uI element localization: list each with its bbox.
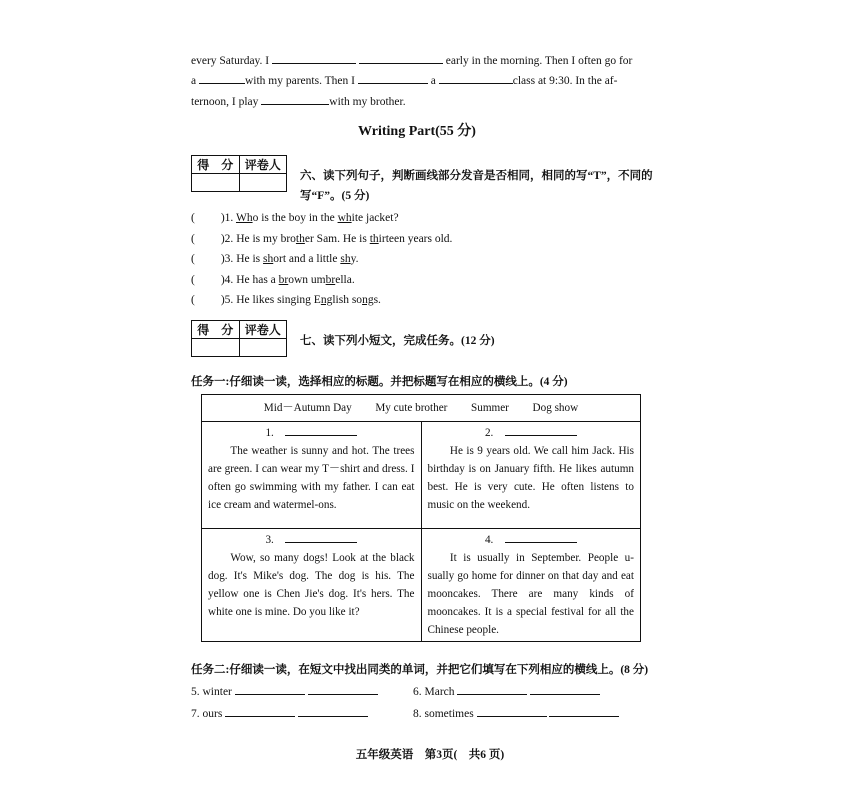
section6-items xyxy=(191,208,452,311)
page-footer: 五年级英语 第3页( 共6 页) xyxy=(355,749,505,761)
answer-blank[interactable] xyxy=(225,705,295,717)
answer-blank[interactable] xyxy=(261,93,329,105)
answer-blank[interactable] xyxy=(199,72,245,84)
title-blank[interactable] xyxy=(505,424,577,436)
section7-instruction: 七、读下列小短文，完成任务。(12 分) xyxy=(300,335,495,347)
answer-bracket[interactable]: ( xyxy=(191,253,195,265)
task1-title: 任务一:仔细读一读，选择相应的标题。并把标题写在相应的横线上。(4 分) xyxy=(191,376,568,388)
passage-cell: 1. The weather is sunny and hot. The trees are green. I can wear my T－shirt and dress. I often go swimming with my father. I can eat ice cream and watermel-ons. xyxy=(202,422,422,529)
task2-item: 6. March xyxy=(413,683,600,700)
grader-label: 评卷人 xyxy=(239,321,287,339)
answer-blank[interactable] xyxy=(530,683,600,695)
title-option: Mid－Autumn Day xyxy=(263,402,352,414)
grader-label: 评卷人 xyxy=(239,156,287,174)
answer-bracket[interactable]: ( xyxy=(191,232,195,245)
grader-cell[interactable] xyxy=(239,339,287,357)
title-blank[interactable] xyxy=(285,424,357,436)
score-label: 得 分 xyxy=(192,321,240,339)
answer-blank[interactable] xyxy=(272,52,356,64)
answer-blank[interactable] xyxy=(477,705,547,717)
score-label: 得 分 xyxy=(192,156,240,174)
list-item: ( )3. He is short and a little shy. xyxy=(191,253,359,265)
answer-blank[interactable] xyxy=(298,705,368,717)
answer-blank[interactable] xyxy=(235,683,305,695)
answer-blank[interactable] xyxy=(359,52,443,64)
score-box-7 xyxy=(191,320,287,357)
passage-cell: 3. Wow, so many dogs! Look at the black dog. It's Mike's dog. The dog is his. The yellow one is Chen Jie's dog. It's hers. The white one is mine. Do you like it? xyxy=(202,529,422,642)
list-item: ( )4. He has a brown umbrella. xyxy=(191,273,355,286)
score-cell[interactable] xyxy=(192,174,240,192)
grader-cell[interactable] xyxy=(239,174,287,192)
answer-blank[interactable] xyxy=(439,72,513,84)
title-option: Dog show xyxy=(532,402,579,414)
section6-instruction: 六、读下列句子，判断画线部分发音是否相同，相同的写“T”，不同的 写“F”。(5 分) xyxy=(300,170,653,202)
title-option: My cute brother xyxy=(375,402,448,414)
score-cell[interactable] xyxy=(192,339,240,357)
answer-blank[interactable] xyxy=(549,705,619,717)
task2-title: 任务二:仔细读一读，在短文中找出同类的单词，并把它们填写在下列相应的横线上。(8 分) xyxy=(191,664,649,676)
titles-row xyxy=(202,395,641,422)
answer-blank[interactable] xyxy=(358,72,428,84)
title-blank[interactable] xyxy=(285,531,357,543)
score-box-6 xyxy=(191,155,287,192)
list-item: ( )2. He is my brother Sam. He is thirteen years old. xyxy=(191,232,453,245)
answer-bracket[interactable]: ( xyxy=(191,294,195,306)
fill-line-3: ternoon, I play with my brother. xyxy=(191,93,406,110)
passages-table xyxy=(201,394,641,642)
answer-bracket[interactable]: ( xyxy=(191,212,195,224)
fill-line-2: a with my parents. Then I a class at 9:30. In the af- xyxy=(191,72,617,89)
answer-blank[interactable] xyxy=(308,683,378,695)
passage-cell: 2. He is 9 years old. We call him Jack. His birthday is on January fifth. He likes autumn best. He is very cute. He often listens to music on the weekend. xyxy=(421,422,641,529)
title-blank[interactable] xyxy=(505,531,577,543)
task2-item: 7. ours xyxy=(191,705,368,722)
writing-part-title: Writing Part(55 分) xyxy=(358,124,476,139)
title-option: Summer xyxy=(471,402,509,414)
task2-item: 8. sometimes xyxy=(413,705,619,722)
answer-blank[interactable] xyxy=(457,683,527,695)
answer-bracket[interactable]: ( xyxy=(191,273,195,286)
task2-item: 5. winter xyxy=(191,683,378,700)
passage-cell: 4. It is usually in September. People u-sually go home for dinner on that day and eat mooncakes. There are many kinds of mooncakes. It is a special festival for all the Chinese people. xyxy=(421,529,641,642)
fill-line-1: every Saturday. I early in the morning. Then I often go for xyxy=(191,52,632,69)
list-item: ( )1. Who is the boy in the white jacket? xyxy=(191,212,399,224)
list-item: ( )5. He likes singing English songs. xyxy=(191,294,381,306)
